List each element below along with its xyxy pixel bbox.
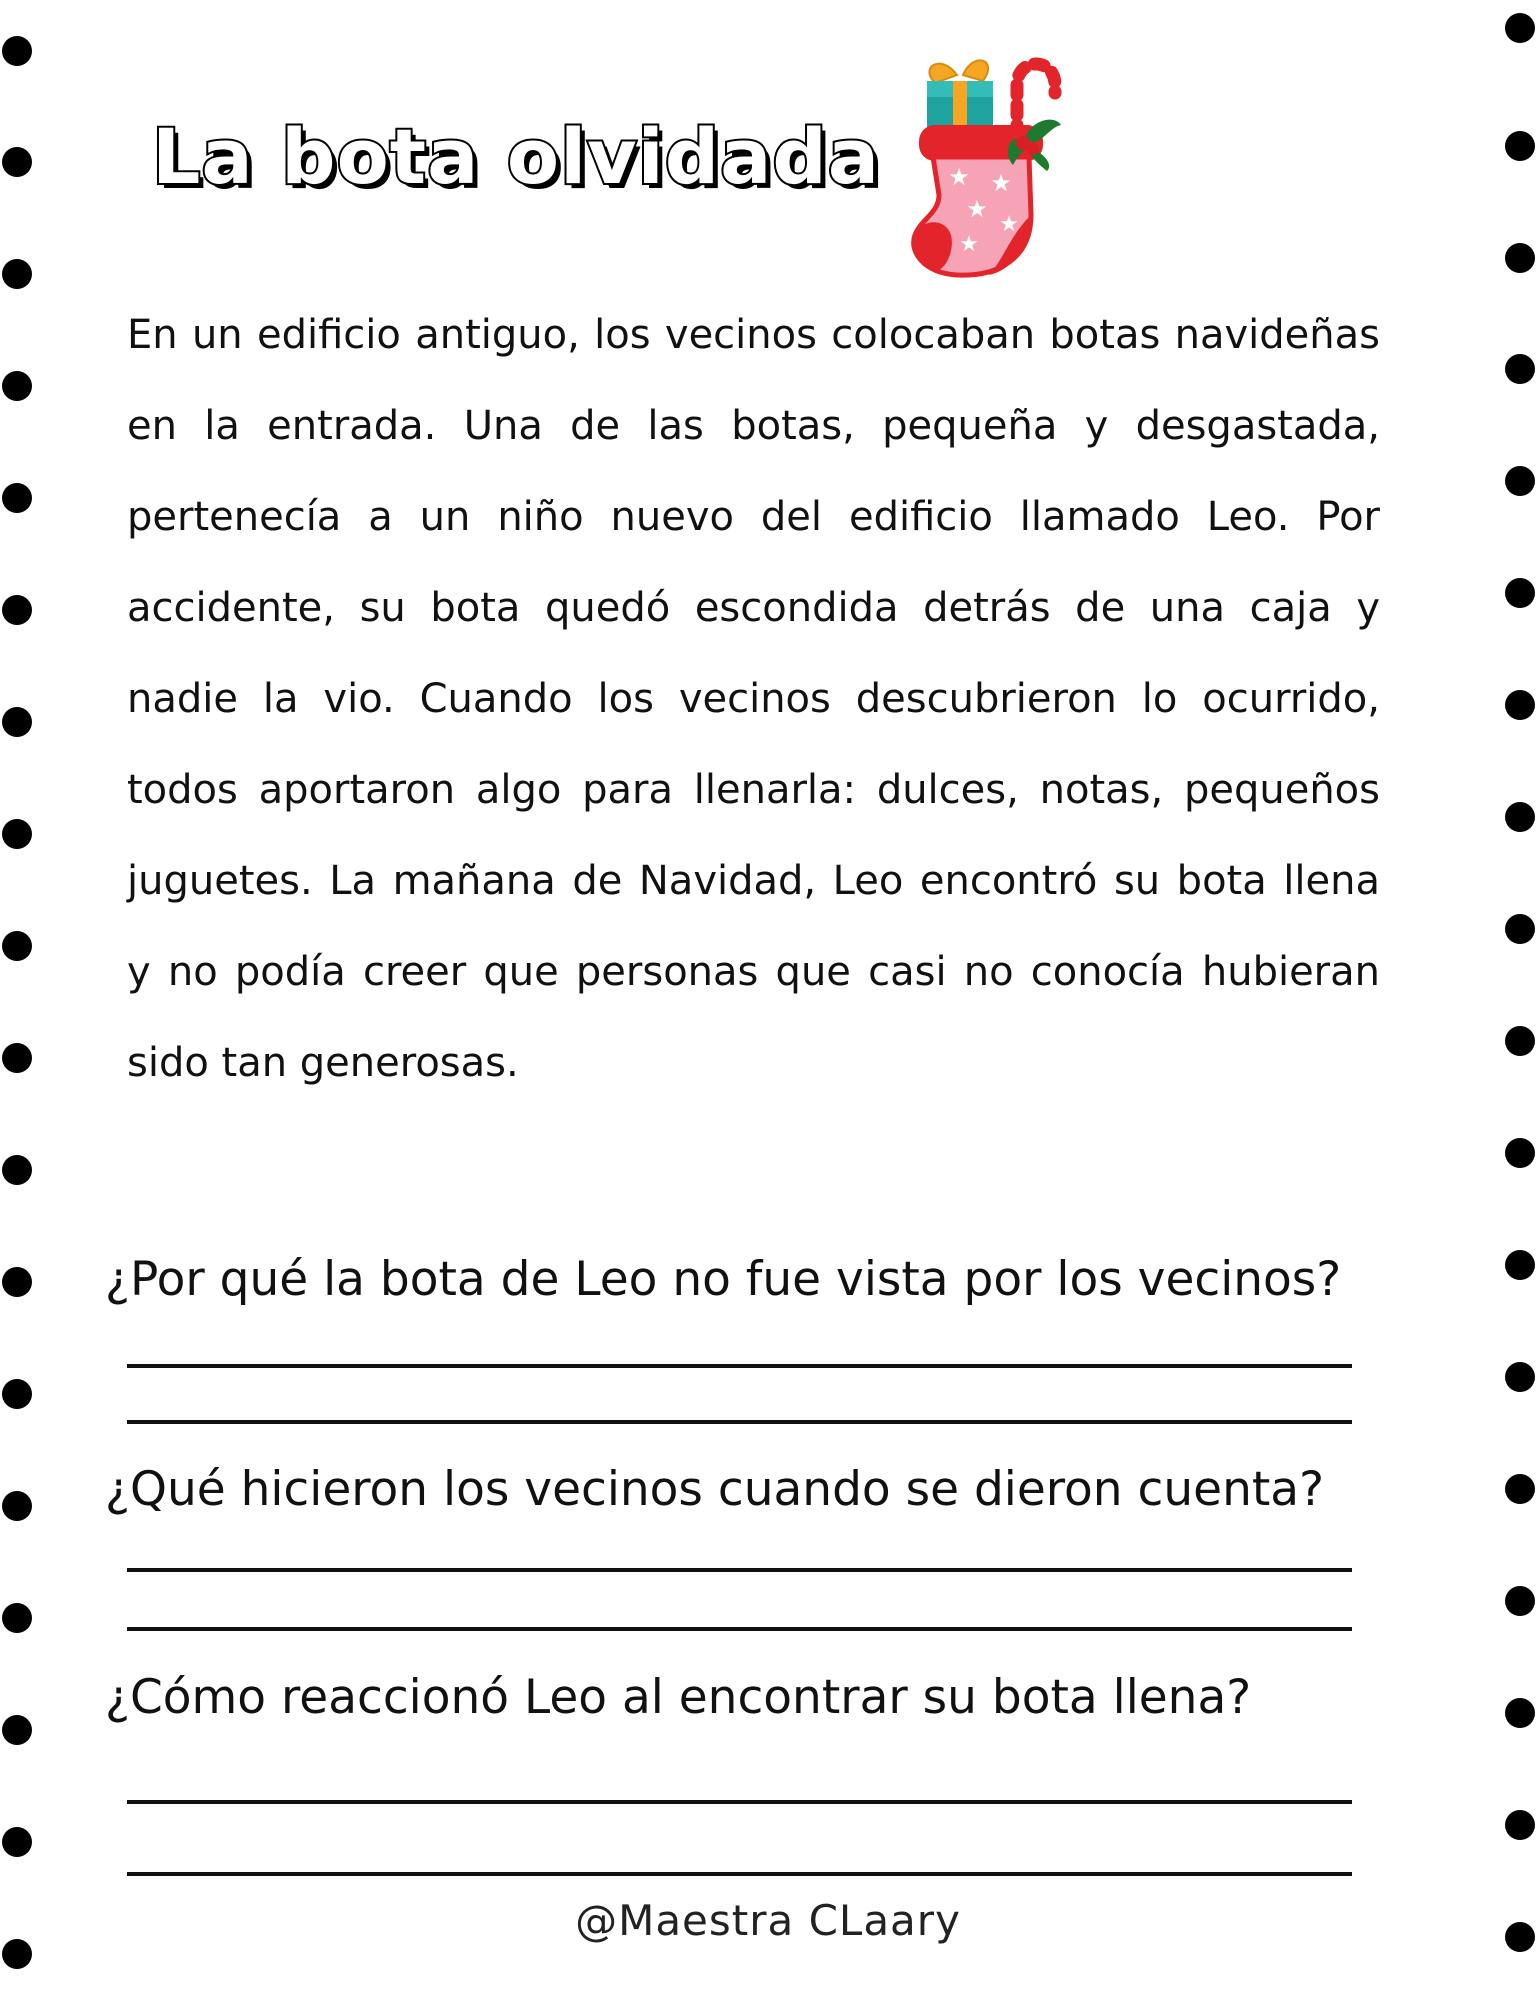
question-1: ¿Por qué la bota de Leo no fue vista por los vecinos?	[105, 1252, 1342, 1307]
binder-dot	[1505, 578, 1535, 608]
binder-dot	[2, 1379, 32, 1409]
binder-dot	[2, 1715, 32, 1745]
answer-line[interactable]	[127, 1627, 1352, 1631]
answer-line[interactable]	[127, 1568, 1352, 1572]
binder-dot	[2, 819, 32, 849]
author-credit: @Maestra CLaary	[575, 1896, 961, 1945]
binder-dot	[2, 36, 32, 66]
binder-dot	[1505, 131, 1535, 161]
binder-dot	[2, 1155, 32, 1185]
binder-dot	[1505, 354, 1535, 384]
binder-dot	[1505, 1138, 1535, 1168]
binder-dot	[1505, 1474, 1535, 1504]
binder-dot	[2, 595, 32, 625]
binder-dot	[2, 1491, 32, 1521]
binder-dot	[1505, 1026, 1535, 1056]
answer-line[interactable]	[127, 1872, 1352, 1876]
binder-dot	[1505, 1810, 1535, 1840]
svg-text:★: ★	[999, 212, 1019, 237]
svg-text:★: ★	[966, 195, 988, 223]
binder-dot	[2, 707, 32, 737]
binder-dot	[1505, 466, 1535, 496]
binder-dot	[1505, 1586, 1535, 1616]
binder-dot	[2, 1603, 32, 1633]
question-3: ¿Cómo reaccionó Leo al encontrar su bota llena?	[105, 1670, 1252, 1725]
binder-dot	[1505, 1362, 1535, 1392]
binder-dot	[1505, 1698, 1535, 1728]
christmas-stocking-icon	[905, 45, 1075, 285]
binder-dot	[2, 1043, 32, 1073]
binder-dot	[1505, 690, 1535, 720]
binder-dot	[1505, 914, 1535, 944]
binder-dot	[2, 931, 32, 961]
right-binder-dots	[1496, 0, 1536, 2000]
binder-dot	[2, 147, 32, 177]
answer-line[interactable]	[127, 1800, 1352, 1804]
answer-line[interactable]	[127, 1364, 1352, 1368]
binder-dot	[2, 259, 32, 289]
svg-text:★: ★	[959, 232, 979, 257]
binder-dot	[2, 483, 32, 513]
binder-dot	[2, 1267, 32, 1297]
svg-text:★: ★	[990, 169, 1012, 197]
binder-dot	[2, 1827, 32, 1857]
left-binder-dots	[0, 0, 40, 2000]
worksheet-title: La bota olvidada	[152, 112, 881, 201]
story-paragraph: En un edificio antiguo, los vecinos colocaban botas navideñas en la entrada. Una de las botas, pequeña y desgastada, pertenecía a un niño nuevo del edificio llamado Leo. Por accidente, su bota quedó escondida detrás de una caja y nadie la vio. Cuando los vecinos descubrieron lo ocurrido, todos aportaron algo para llenarla: dulces, notas, pequeños juguetes. La mañana de Navidad, Leo encontró su bota llena y no podía creer que personas que casi no conocía hubieran sido tan generosas.	[127, 312, 1380, 1086]
question-2: ¿Qué hicieron los vecinos cuando se dieron cuenta?	[105, 1462, 1325, 1517]
binder-dot	[1505, 1250, 1535, 1280]
binder-dot	[2, 371, 32, 401]
answer-line[interactable]	[127, 1420, 1352, 1424]
binder-dot	[1505, 243, 1535, 273]
binder-dot	[1505, 13, 1535, 43]
binder-dot	[1505, 802, 1535, 832]
svg-text:★: ★	[948, 163, 970, 191]
